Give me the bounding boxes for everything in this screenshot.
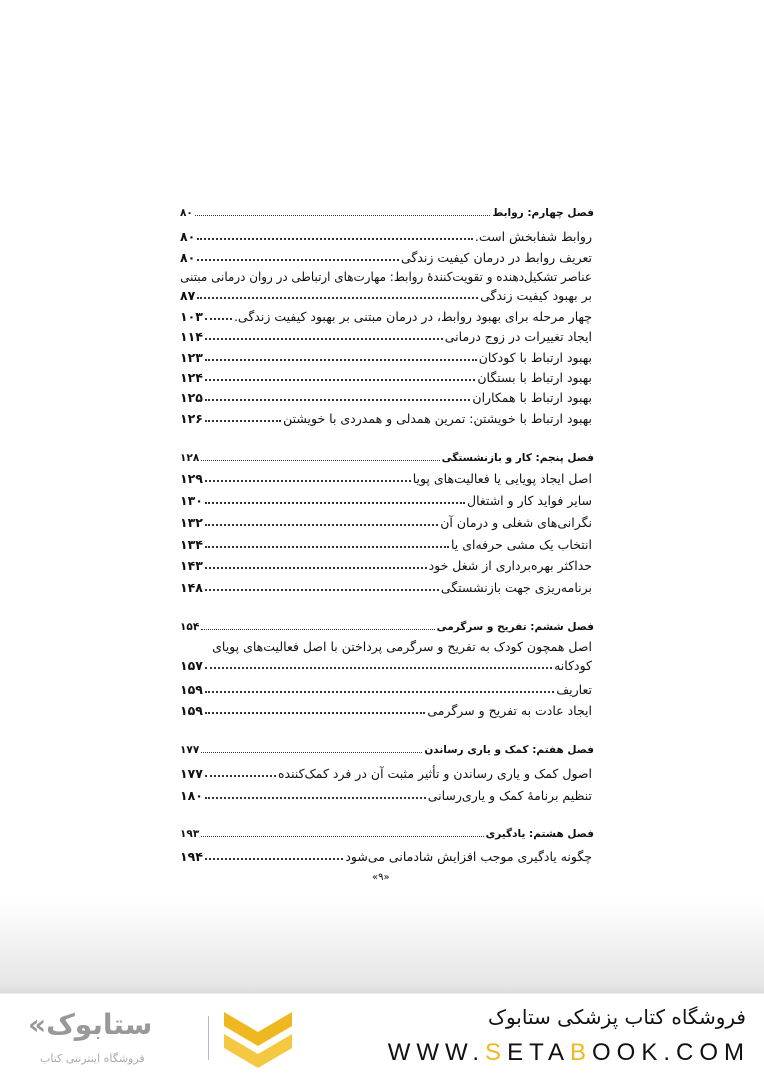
chapter-heading[interactable] [180,619,594,633]
entry-page: ۱۷۷ [180,766,203,781]
entry-page: ۱۲۹ [180,471,203,486]
toc-entry[interactable] [180,847,592,865]
toc-entry[interactable] [180,368,592,386]
toc-entry[interactable] [180,535,592,553]
chapter-heading[interactable] [180,742,594,756]
dot-leader [205,546,449,548]
entry-page: ۱۲۸ [180,452,200,464]
toc-entry[interactable] [180,578,592,596]
entry-title: فصل ششم: تفریح و سرگرمی [436,621,594,633]
toc-entry[interactable] [180,656,592,674]
entry-page: ۱۸۰ [180,788,203,803]
toc-entry[interactable] [180,388,592,406]
dot-leader [205,589,439,591]
entry-page: ۱۲۳ [180,350,203,365]
entry-title: فصل هفتم: کمک و یاری رساندن [424,744,594,756]
dot-leader [197,297,478,299]
entry-title: اصل ایجاد پویایی یا فعالیت‌های پویا [412,471,592,486]
entry-title: فصل هشتم: یادگیری [485,828,594,840]
toc-entry[interactable] [180,348,592,366]
logo-text: «ستابوک [28,1008,153,1041]
toc-entry[interactable] [180,469,592,487]
entry-title: ایجاد عادت به تفریح و سرگرمی [427,703,592,718]
toc-entry[interactable] [180,513,592,531]
entry-title: انتخاب یک مشی حرفه‌ای یا [450,537,592,552]
toc-entry[interactable] [180,680,592,698]
dot-leader [205,712,425,714]
dot-leader [205,480,411,482]
dot-leader [197,238,473,240]
dot-leader [205,524,438,526]
dot-leader [205,858,343,860]
toc-entry[interactable] [180,701,592,719]
entry-page: ۱۱۴ [180,329,203,344]
logo-divider [208,1016,209,1060]
entry-page: ۱۰۳ [180,309,203,324]
entry-title: نگرانی‌های شغلی و درمان آن [440,515,592,530]
chapter-heading[interactable] [180,205,594,219]
entry-page: ۱۳۰ [180,493,203,508]
dot-leader [201,752,422,753]
entry-title: فصل پنجم: کار و بازنشستگی [441,452,594,464]
entry-page: ۱۴۸ [180,580,203,595]
entry-page: ۱۴۳ [180,558,203,573]
dot-leader [205,667,552,669]
chapter-heading[interactable] [180,826,594,840]
toc-entry[interactable] [180,409,592,427]
dot-leader [201,460,439,461]
url-part: ETA [507,1039,570,1066]
url-part: WWW. [387,1039,486,1066]
entry-page: ۱۹۳ [180,828,200,840]
toc-entry[interactable] [180,764,592,782]
entry-page: ۸۰ [180,250,196,265]
dot-leader [205,775,276,777]
entry-title: چگونه یادگیری موجب افزایش شادمانی می‌شود [345,849,592,864]
url-part: B [569,1039,592,1066]
entry-title-line1: عناصر تشکیل‌دهنده و تقویت‌کنندهٔ روابط: مهارت‌های ارتباطی در روان درمانی مبتنی [180,269,592,284]
entry-page: ۸۰ [180,207,193,219]
toc-entry[interactable] [180,327,592,345]
chapter-heading[interactable] [180,450,594,464]
entry-title-line1: اصل همچون کودک به تفریح و سرگرمی پرداختن با اصل فعالیت‌های پویای [212,639,592,654]
url-part: S [485,1039,508,1066]
dot-leader [201,836,483,837]
entry-title: سایر فواید کار و اشتغال [467,493,592,508]
dot-leader [195,215,491,216]
entry-page: ۱۵۷ [180,658,203,673]
entry-page: ۱۲۶ [180,411,203,426]
entry-page: ۸۷ [180,288,196,303]
entry-page: ۱۵۴ [180,621,200,633]
toc-entry[interactable] [180,227,592,245]
store-url[interactable] [388,1038,750,1068]
page-number: «۹» [372,872,390,883]
url-part: OOK.COM [591,1039,750,1066]
toc-entry[interactable] [180,307,592,325]
dot-leader [205,691,554,693]
entry-title: برنامه‌ریزی جهت بازنشستگی [440,580,592,595]
entry-page: ۱۳۴ [180,537,203,552]
entry-title: تعریف روابط در درمان کیفیت زندگی [400,250,592,265]
entry-title: بهبود ارتباط با خویشتن: تمرین همدلی و همدردی با خویشتن [283,411,592,426]
toc-entry[interactable] [180,491,592,509]
logo-wordmark: ستابوک [46,1008,153,1041]
dot-leader [205,359,477,361]
toc-entry[interactable] [180,556,592,574]
entry-title: بهبود ارتباط با همکاران [472,390,592,405]
entry-title: بر بهبود کیفیت زندگی [480,288,592,303]
dot-leader [205,318,232,320]
entry-title: کودکانه [554,658,592,673]
logo-subtitle: فروشگاه اینترنتی کتاب [40,1052,145,1065]
dot-leader [205,420,281,422]
entry-page: ۱۳۲ [180,515,203,530]
entry-page: ۸۰ [180,229,196,244]
entry-page: ۱۵۹ [180,703,203,718]
dot-leader [201,629,434,630]
store-footer [0,994,764,1079]
entry-page: ۱۲۵ [180,390,203,405]
entry-title: تعاریف [556,682,592,697]
dot-leader [205,379,475,381]
entry-title: ایجاد تغییرات در زوج درمانی [444,329,592,344]
entry-title: بهبود ارتباط با بستگان [477,370,592,385]
entry-page: ۱۹۴ [180,849,203,864]
dot-leader [205,338,443,340]
toc-entry[interactable] [180,248,592,266]
entry-title: چهار مرحله برای بهبود روابط، در درمان مبتنی بر بهبود کیفیت زندگی. [233,309,592,324]
dot-leader [205,567,427,569]
entry-title: تنظیم برنامهٔ کمک و یاری‌رسانی [427,788,592,803]
dot-leader [205,399,471,401]
entry-title: حداکثر بهره‌برداری از شغل خود [428,558,592,573]
dot-leader [205,797,426,799]
dot-leader [205,502,465,504]
dot-leader [197,259,399,261]
store-name: فروشگاه کتاب پزشکی ستابوک [488,1005,746,1029]
entry-title: فصل چهارم: روابط [492,207,594,219]
entry-page: ۱۵۹ [180,682,203,697]
toc-entry[interactable] [180,786,592,804]
entry-title: اصول کمک و یاری رساندن و تأثیر مثبت آن در فرد کمک‌کننده [277,766,592,781]
entry-title: بهبود ارتباط با کودکان [478,350,592,365]
entry-title: روابط شفابخش است. [474,229,592,244]
setabook-logo-icon [222,1008,294,1068]
entry-page: ۱۲۴ [180,370,203,385]
toc-entry[interactable] [180,286,592,304]
entry-page: ۱۷۷ [180,744,200,756]
